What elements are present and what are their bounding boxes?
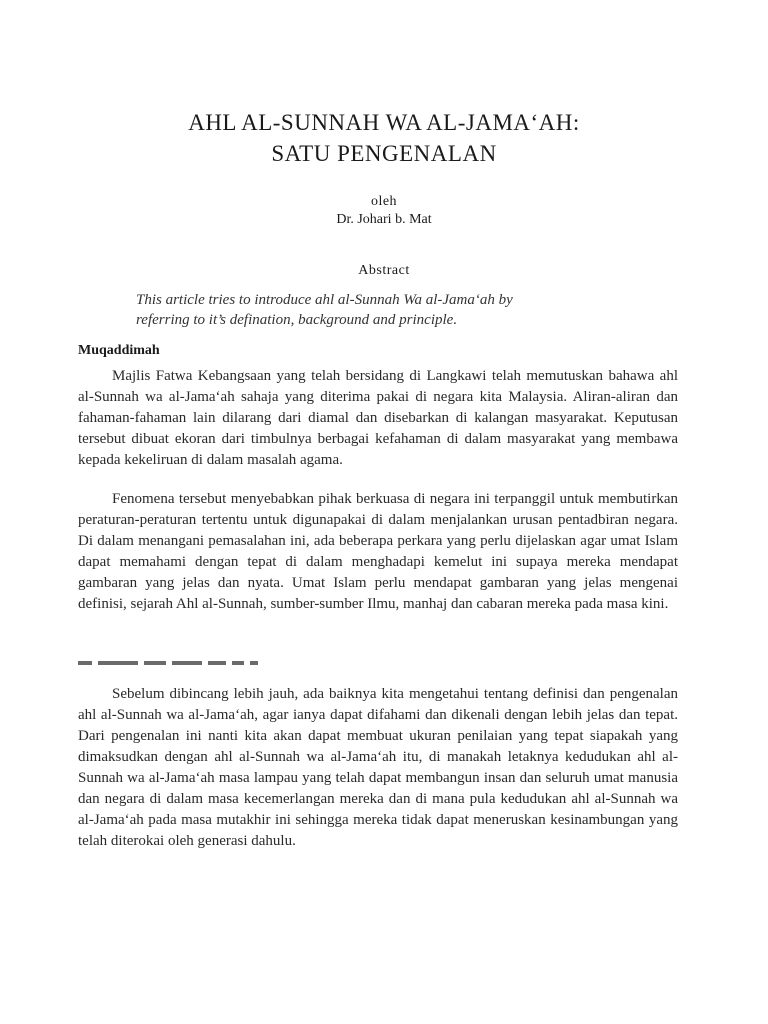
paragraph-1 [78, 366, 678, 471]
byline-oleh: oleh [370, 194, 398, 209]
abstract-line-1: This article tries to introduce ahl al-Sunnah Wa al-Jama‘ah by [136, 292, 513, 308]
section-heading: Muqaddimah [78, 343, 160, 358]
title-line-2: SATU PENGENALAN [271, 141, 497, 166]
title-line-1: AHL AL-SUNNAH WA AL-JAMA‘AH: [188, 110, 580, 135]
paragraph-3-text: Sebelum dibincang lebih jauh, ada baiknya kita mengetahui tentang definisi dan pengenalan ahl al-Sunnah wa al-Jama‘ah, agar ianya dapat difahami dan dikenali dengan lebih jelas dan tepat. Dari pengenalan ini nanti kita akan dapat membuat ukuran penilaian yang tepat siapakah yang dimaksudkan dengan ahl al-Sunnah wa al-Jama‘ah itu, di manakah letaknya kedudukan ahl al-Sunnah wa al-Jama‘ah masa lampau yang telah dapat membangun insan dan seluruh umat manusia dan negara di dalam masa kecemerlangan mereka dan di mana pula kedudukan ahl al-Sunnah wa al-Jama‘ah pada masa mutakhir ini sehingga mereka tidak dapat meneruskan kesinambungan yang telah diterokai oleh generasi dahulu. [78, 686, 678, 849]
paragraph-2-text: Fenomena tersebut menyebabkan pihak berkuasa di negara ini terpanggil untuk membutirkan peraturan-peraturan tertentu untuk digunapakai di dalam menjalankan urusan pentadbiran negara. Di dalam menangani pemasalahan ini, ada beberapa perkara yang perlu dijelaskan agar umat Islam dapat memahami dengan tepat di dalam menghadapi kemelut ini supaya mereka mendapat gambaran yang jelas dan nyata. Umat Islam perlu mendapat gambaran yang jelas mengenai definisi, sejarah Ahl al-Sunnah, sumber-sumber Ilmu, manhaj dan cabaran mereka pada masa kini. [78, 491, 678, 612]
paragraph-1-text: Majlis Fatwa Kebangsaan yang telah bersidang di Langkawi telah memutuskan bahawa ahl al-Sunnah wa al-Jama‘ah sahaja yang diterima pakai di negara kita Malaysia. Aliran-aliran dan fahaman-fahaman lain dilarang dari diamal dan disebarkan di kalangan masyarakat. Keputusan tersebut dibuat ekoran dari timbulnya berbagai kefahaman di dalam masyarakat yang membawa kepada kekeliruan di dalam masalah agama. [78, 368, 678, 468]
abstract-heading: Abstract [358, 263, 410, 278]
paragraph-3 [78, 684, 678, 852]
paragraph-2 [78, 489, 678, 615]
author-name: Dr. Johari b. Mat [336, 212, 432, 227]
illegible-subheading [78, 657, 378, 667]
abstract-line-2: referring to it’s defination, background and principle. [136, 312, 458, 328]
